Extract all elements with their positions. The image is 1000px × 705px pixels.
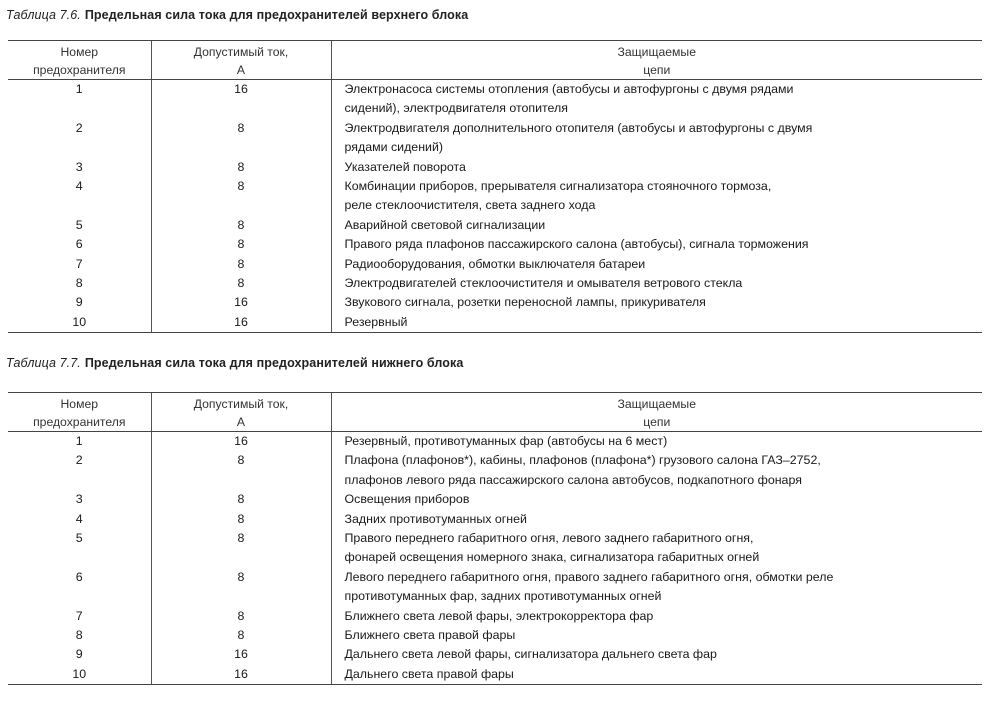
circuit-line: Задних противотуманных огней	[344, 511, 527, 526]
allowed-current: 8	[151, 568, 331, 607]
fuse-number: 7	[75, 256, 83, 271]
allowed-current: 8	[151, 177, 331, 216]
allowed-current: 8	[151, 119, 331, 158]
table-row	[8, 665, 982, 685]
allowed-current: 16	[151, 665, 331, 685]
allowed-current: 16	[151, 645, 331, 664]
header-row	[8, 41, 982, 80]
table-row	[8, 255, 982, 274]
protected-circuits	[331, 568, 982, 607]
allowed-current: 16	[151, 293, 331, 312]
fuse-number: 4	[75, 511, 83, 526]
header-row	[8, 393, 982, 432]
protected-circuits	[331, 293, 982, 312]
fuse-number: 9	[75, 647, 83, 662]
header-line: предохранителя	[33, 63, 126, 77]
circuit-line: Ближнего света левой фары, электрокорректора фар	[344, 608, 654, 623]
protected-circuits	[331, 274, 982, 293]
table-row	[8, 451, 982, 490]
fuse-number: 6	[75, 569, 83, 584]
table-row	[8, 529, 982, 568]
circuit-line: Электродвигателя дополнительного отопителя (автобусы и автофургоны с двумя	[344, 120, 813, 135]
protected-circuits	[331, 216, 982, 235]
circuit-line: рядами сидений)	[344, 140, 444, 155]
protected-circuits	[331, 80, 982, 119]
circuit-line: Дальнего света правой фары	[344, 666, 514, 681]
table-row	[8, 626, 982, 645]
circuit-line: Освещения приборов	[344, 492, 470, 507]
circuit-line: Левого переднего габаритного огня, правого заднего габаритного огня, обмотки реле	[344, 569, 834, 584]
protected-circuits	[331, 665, 982, 685]
table-row	[8, 607, 982, 626]
circuit-line: Звукового сигнала, розетки переносной лампы, прикуривателя	[344, 295, 706, 310]
table-row	[8, 274, 982, 293]
circuit-line: противотуманных фар, задних противотуманных огней	[344, 589, 662, 604]
protected-circuits	[331, 490, 982, 509]
fuse-number: 9	[75, 295, 83, 310]
allowed-current: 8	[151, 216, 331, 235]
allowed-current: 8	[151, 490, 331, 509]
table-row	[8, 510, 982, 529]
circuit-line: сидений), электродвигателя отопителя	[344, 101, 568, 116]
allowed-current: 16	[151, 313, 331, 333]
allowed-current: 16	[151, 432, 331, 452]
circuit-line: Ближнего света правой фары	[344, 628, 516, 643]
circuit-line: фонарей освещения номерного знака, сигнализатора габаритных огней	[344, 550, 760, 565]
protected-circuits	[331, 626, 982, 645]
fuse-number: 8	[75, 628, 83, 643]
protected-circuits	[331, 607, 982, 626]
circuit-line: реле стеклоочистителя, света заднего хода	[344, 198, 596, 213]
table-row	[8, 490, 982, 509]
fuse-number: 1	[75, 82, 83, 96]
fuse-number: 6	[75, 237, 83, 252]
fuse-number: 8	[75, 276, 83, 291]
header-fuse-number	[8, 393, 151, 432]
protected-circuits	[331, 451, 982, 490]
fuse-number: 5	[75, 531, 83, 546]
circuit-line: Электродвигателей стеклоочистителя и омывателя ветрового стекла	[344, 276, 743, 291]
allowed-current: 8	[151, 510, 331, 529]
header-line: предохранителя	[33, 415, 126, 429]
fuse-table-lower-block	[8, 392, 982, 685]
fuse-number: 4	[75, 179, 83, 194]
caption-prefix: Таблица 7.6.	[6, 8, 81, 22]
header-line: А	[236, 415, 246, 429]
circuit-line: Плафона (плафонов*), кабины, плафонов (плафона*) грузового салона ГАЗ–2752,	[344, 453, 821, 468]
header-allowed-current	[151, 393, 331, 432]
header-line: Допустимый ток,	[193, 397, 289, 411]
fuse-table-upper-block	[8, 40, 982, 333]
table-row	[8, 177, 982, 216]
circuit-line: плафонов левого ряда пассажирского салона автобусов, подкапотного фонаря	[344, 472, 802, 487]
header-protected-circuits	[331, 393, 982, 432]
table-row	[8, 645, 982, 664]
header-line: А	[236, 63, 246, 77]
table-row	[8, 235, 982, 254]
table-row	[8, 80, 982, 119]
allowed-current: 8	[151, 274, 331, 293]
header-line: цепи	[643, 63, 671, 77]
protected-circuits	[331, 645, 982, 664]
table-row	[8, 216, 982, 235]
fuse-number: 2	[75, 120, 83, 135]
circuit-line: Электронасоса системы отопления (автобусы и автофургоны с двумя рядами	[344, 82, 794, 96]
protected-circuits	[331, 510, 982, 529]
allowed-current: 8	[151, 235, 331, 254]
table-row	[8, 568, 982, 607]
caption-title: Предельная сила тока для предохранителей нижнего блока	[84, 356, 464, 370]
caption-title: Предельная сила тока для предохранителей верхнего блока	[84, 8, 469, 22]
circuit-line: Радиооборудования, обмотки выключателя батареи	[344, 256, 646, 271]
circuit-line: Дальнего света левой фары, сигнализатора дальнего света фар	[344, 647, 717, 662]
table-row	[8, 119, 982, 158]
circuit-line: Аварийной световой сигнализации	[344, 217, 546, 232]
circuit-line: Комбинации приборов, прерывателя сигнализатора стояночного тормоза,	[344, 179, 772, 194]
header-line: Допустимый ток,	[193, 45, 289, 59]
circuit-line: Указателей поворота	[344, 159, 466, 174]
protected-circuits	[331, 432, 982, 452]
table-row	[8, 432, 982, 452]
protected-circuits	[331, 119, 982, 158]
header-line: Номер	[60, 45, 98, 59]
allowed-current: 8	[151, 607, 331, 626]
header-protected-circuits	[331, 41, 982, 80]
allowed-current: 8	[151, 529, 331, 568]
protected-circuits	[331, 529, 982, 568]
fuse-number: 7	[75, 608, 83, 623]
fuse-number: 3	[75, 159, 83, 174]
protected-circuits	[331, 177, 982, 216]
protected-circuits	[331, 235, 982, 254]
table-row	[8, 158, 982, 177]
header-line: Защищаемые	[617, 45, 696, 59]
protected-circuits	[331, 255, 982, 274]
fuse-number: 2	[75, 453, 83, 468]
allowed-current: 16	[151, 80, 331, 119]
protected-circuits	[331, 158, 982, 177]
header-line: цепи	[643, 415, 671, 429]
fuse-number: 10	[8, 665, 151, 685]
protected-circuits	[331, 313, 982, 333]
header-line: Номер	[60, 397, 98, 411]
circuit-line: Резервный	[344, 314, 408, 329]
circuit-line: Правого ряда плафонов пассажирского салона (автобусы), сигнала торможения	[344, 237, 809, 252]
fuse-number: 1	[75, 434, 83, 448]
fuse-number: 5	[75, 217, 83, 232]
table-caption-upper	[6, 8, 468, 22]
circuit-line: Резервный, противотуманных фар (автобусы на 6 мест)	[344, 434, 668, 448]
table-row	[8, 293, 982, 312]
allowed-current: 8	[151, 255, 331, 274]
allowed-current: 8	[151, 626, 331, 645]
table-caption-lower	[6, 356, 463, 370]
table-row	[8, 313, 982, 333]
header-allowed-current	[151, 41, 331, 80]
circuit-line: Правого переднего габаритного огня, левого заднего габаритного огня,	[344, 531, 754, 546]
allowed-current: 8	[151, 158, 331, 177]
header-fuse-number	[8, 41, 151, 80]
caption-prefix: Таблица 7.7.	[6, 356, 81, 370]
allowed-current: 8	[151, 451, 331, 490]
fuse-number: 3	[75, 492, 83, 507]
header-line: Защищаемые	[617, 397, 696, 411]
fuse-number: 10	[8, 313, 151, 333]
